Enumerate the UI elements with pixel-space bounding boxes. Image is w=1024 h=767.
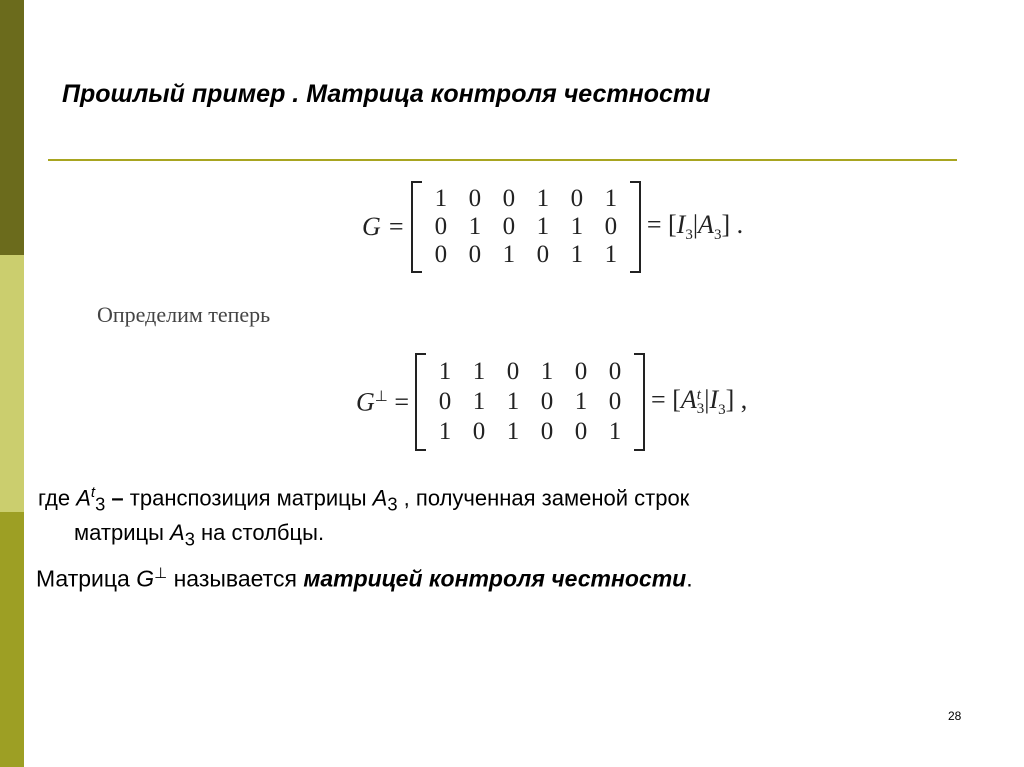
p1-prefix: где bbox=[38, 485, 77, 511]
equation1-cell: 0 bbox=[502, 185, 516, 212]
p1-line2-suffix: на столбцы. bbox=[194, 520, 325, 545]
equation1-cell: 0 bbox=[468, 185, 482, 212]
equation2-cell: 1 bbox=[574, 388, 588, 415]
equation1-cell: 1 bbox=[604, 185, 618, 212]
equation1-cell: 1 bbox=[604, 241, 618, 268]
eq2-rhs bbox=[651, 385, 747, 419]
eq2-rhs-a-sub: 3 bbox=[696, 400, 705, 417]
p1-a-sub: 3 bbox=[95, 493, 106, 515]
equation2-cell: 0 bbox=[574, 358, 588, 385]
p2-g: G bbox=[136, 565, 155, 592]
equation2-cell: 0 bbox=[506, 358, 520, 385]
p2-bold-term: матрицей контроля честности bbox=[303, 565, 687, 592]
eq1-rhs-close: ] . bbox=[721, 209, 744, 239]
equation2-cell: 0 bbox=[608, 358, 622, 385]
equation2-cell: 1 bbox=[438, 358, 452, 385]
p2-g-sup: ⊥ bbox=[154, 565, 168, 582]
equation1-cell: 0 bbox=[570, 185, 584, 212]
p1-suffix: , полученная заменой строк bbox=[397, 485, 690, 511]
eq1-rhs-open: = [ bbox=[646, 209, 677, 239]
eq1-rhs-a-sub: 3 bbox=[713, 227, 722, 244]
p2-middle: называется bbox=[167, 565, 304, 592]
eq2-right-bracket bbox=[634, 353, 645, 451]
eq2-lhs-sup: ⊥ bbox=[374, 388, 388, 405]
eq2-matrix-grid bbox=[426, 353, 634, 451]
equation2-cell: 0 bbox=[608, 388, 622, 415]
equation-parity-check-matrix bbox=[356, 350, 747, 454]
equation1-cell: 1 bbox=[468, 213, 482, 240]
equation1-cell: 1 bbox=[502, 241, 516, 268]
equation2-cell: 1 bbox=[608, 418, 622, 445]
eq1-rhs-a: A bbox=[698, 209, 714, 239]
equation1-cell: 0 bbox=[536, 241, 550, 268]
p1-a3: A bbox=[170, 520, 185, 545]
eq1-rhs-i: I bbox=[676, 209, 686, 239]
p1-line2-prefix: матрицы bbox=[74, 520, 171, 545]
p2-suffix: . bbox=[686, 565, 693, 592]
equation1-cell: 1 bbox=[434, 185, 448, 212]
lead-text: Определим теперь bbox=[97, 302, 271, 327]
eq2-matrix bbox=[415, 353, 645, 451]
equation1-cell: 1 bbox=[536, 213, 550, 240]
eq2-lhs-eq: = bbox=[387, 387, 410, 417]
equation2-cell: 1 bbox=[472, 358, 486, 385]
equation2-cell: 1 bbox=[438, 418, 452, 445]
equation1-cell: 0 bbox=[604, 213, 618, 240]
eq1-left-bracket bbox=[411, 181, 422, 273]
eq2-rhs-a-sup: t bbox=[696, 386, 701, 403]
title-divider bbox=[48, 159, 957, 161]
p1-dash: – bbox=[105, 485, 130, 511]
equation1-cell: 1 bbox=[570, 241, 584, 268]
eq2-lhs-g: G bbox=[356, 387, 375, 417]
equation2-cell: 0 bbox=[472, 418, 486, 445]
eq2-rhs-i: I bbox=[709, 384, 719, 414]
eq1-rhs-bar: | bbox=[692, 209, 699, 239]
p1-a2-sub: 3 bbox=[387, 493, 398, 515]
eq2-rhs-open: = [ bbox=[651, 384, 681, 414]
eq2-left-bracket bbox=[415, 353, 426, 451]
eq1-rhs bbox=[647, 210, 743, 244]
eq2-rhs-a: A bbox=[680, 384, 697, 414]
eq2-rhs-close: ] , bbox=[725, 384, 748, 414]
equation2-cell: 1 bbox=[506, 418, 520, 445]
paragraph-parity-definition bbox=[36, 564, 693, 593]
p1-middle: транспозиция матрицы bbox=[129, 485, 373, 511]
eq1-right-bracket bbox=[630, 181, 641, 273]
equation2-cell: 1 bbox=[540, 358, 554, 385]
p1-a2: A bbox=[372, 485, 388, 511]
equation2-cell: 1 bbox=[506, 388, 520, 415]
eq1-lhs: G = bbox=[362, 212, 405, 241]
eq1-rhs-i-sub: 3 bbox=[685, 227, 693, 244]
eq2-rhs-i-sub: 3 bbox=[718, 402, 726, 419]
equation1-cell: 1 bbox=[536, 185, 550, 212]
equation1-cell: 1 bbox=[570, 213, 584, 240]
equation-generator-matrix bbox=[362, 178, 743, 276]
p2-prefix: Матрица bbox=[36, 565, 137, 592]
equation2-cell: 1 bbox=[472, 388, 486, 415]
equation1-cell: 0 bbox=[468, 241, 482, 268]
paragraph-transposition-line2 bbox=[74, 520, 324, 550]
p1-a: A bbox=[76, 485, 91, 511]
p1-a-sup: t bbox=[90, 484, 96, 501]
equation2-cell: 0 bbox=[574, 418, 588, 445]
page-number: 28 bbox=[948, 709, 962, 723]
eq1-matrix bbox=[411, 181, 641, 273]
paragraph-transposition-line1 bbox=[38, 484, 689, 516]
p1-a3-sub: 3 bbox=[184, 528, 195, 550]
equation2-cell: 0 bbox=[540, 388, 554, 415]
eq1-matrix-grid bbox=[422, 181, 630, 273]
sidebar-segment-mid bbox=[0, 512, 24, 767]
slide-title: Прошлый пример . Матрица контроля честности bbox=[62, 80, 711, 108]
equation1-cell: 0 bbox=[434, 213, 448, 240]
sidebar-segment-light bbox=[0, 255, 24, 512]
sidebar-segment-dark bbox=[0, 0, 24, 255]
equation1-cell: 0 bbox=[434, 241, 448, 268]
equation2-cell: 0 bbox=[438, 388, 452, 415]
equation1-cell: 0 bbox=[502, 213, 516, 240]
sidebar-decoration bbox=[0, 0, 24, 767]
eq2-lhs bbox=[356, 387, 409, 418]
equation2-cell: 0 bbox=[540, 418, 554, 445]
eq2-rhs-bar: | bbox=[704, 384, 710, 414]
